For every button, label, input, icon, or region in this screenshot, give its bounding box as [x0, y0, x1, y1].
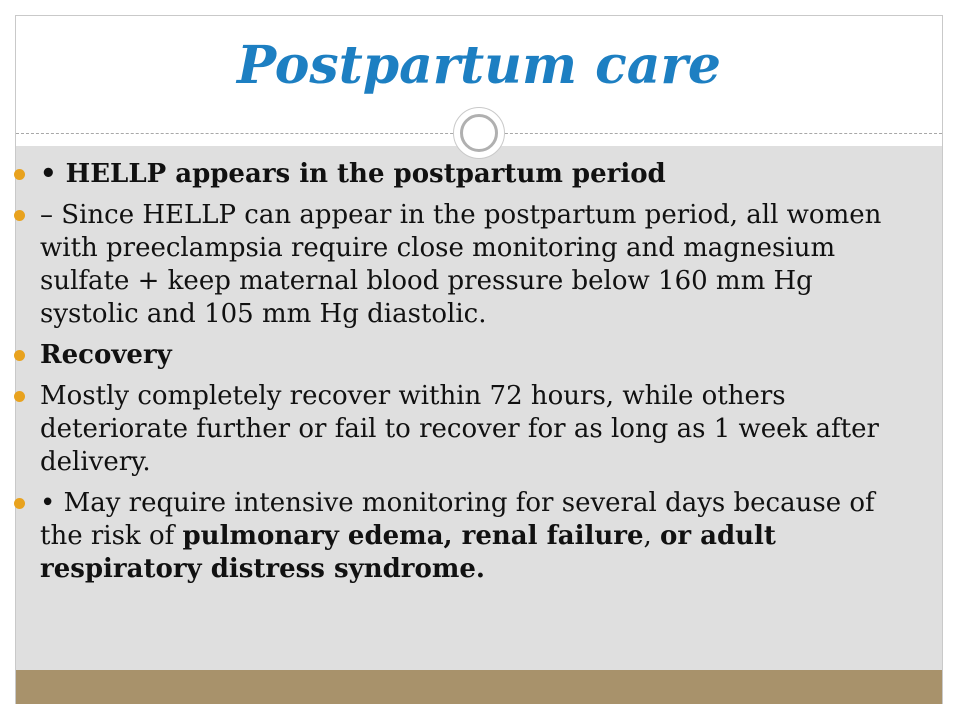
ring-ornament-icon	[453, 107, 505, 159]
bullet-text: • HELLP appears in the postpartum period	[40, 159, 666, 189]
bullet-list	[14, 158, 894, 594]
bullet-dot-icon	[14, 350, 25, 361]
bullet-dot-icon	[14, 169, 25, 180]
bullet-text: • May require intensive monitoring for several days because of the risk of	[40, 488, 875, 551]
bullet-dot-icon	[14, 498, 25, 509]
slide-title: Postpartum care	[237, 35, 721, 96]
bullet-item	[14, 339, 894, 372]
bullet-text: – Since HELLP can appear in the postpartum period, all women with preeclampsia require close monitoring and magnesium sulfate + keep maternal blood pressure below 160 mm Hg systolic and 105 mm Hg diastolic.	[40, 200, 882, 329]
bullet-item	[14, 158, 894, 191]
bullet-dot-icon	[14, 391, 25, 402]
bullet-text-bold: or adult respiratory distress syndrome.	[40, 521, 776, 584]
bullet-item	[14, 199, 894, 331]
bullet-item	[14, 487, 894, 586]
footer-bar	[16, 670, 942, 704]
bullet-dot-icon	[14, 210, 25, 221]
bullet-text: Recovery	[40, 340, 172, 370]
bullet-item	[14, 380, 894, 479]
bullet-text-bold: pulmonary edema, renal failure	[182, 521, 644, 551]
bullet-text: ,	[643, 521, 661, 551]
bullet-text: Mostly completely recover within 72 hours, while others deteriorate further or fail to recover for as long as 1 week after delivery.	[40, 381, 879, 477]
